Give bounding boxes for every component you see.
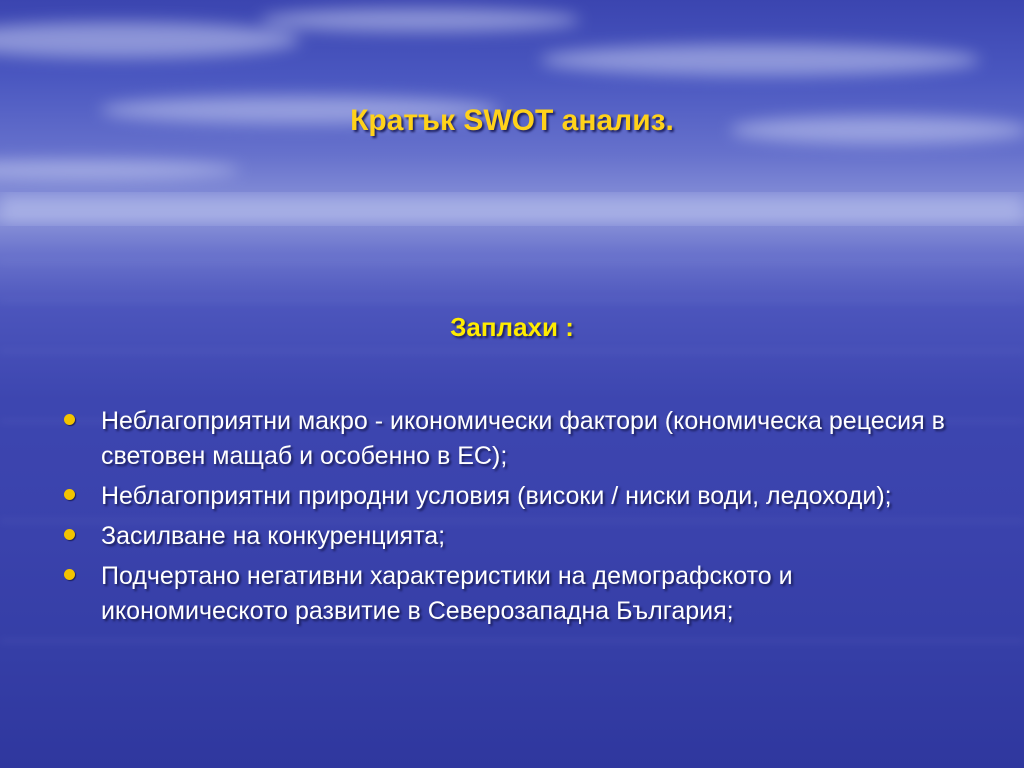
- bullet-marker-icon: [64, 569, 75, 580]
- bullet-item: [64, 479, 964, 514]
- bullet-list: [64, 404, 964, 634]
- bullet-text: Неблагоприятни макро - икономически фактори (кономическа рецесия в световен мащаб и особенно в ЕС);: [101, 407, 945, 470]
- bullet-marker-icon: [64, 489, 75, 500]
- bullet-text: Неблагоприятни природни условия (високи / ниски води, ледоходи);: [101, 482, 892, 510]
- bullet-item: [64, 559, 964, 629]
- bullet-item: [64, 404, 964, 474]
- bullet-item: [64, 519, 964, 554]
- bullet-marker-icon: [64, 414, 75, 425]
- slide-title: Кратък SWOT анализ.: [350, 104, 674, 137]
- section-heading-threats: Заплахи :: [450, 312, 574, 342]
- bullet-text: Подчертано негативни характеристики на демографското и икономическото развитие в Северозападна България;: [101, 562, 793, 625]
- bullet-text: Засилване на конкуренцията;: [101, 522, 446, 550]
- bullet-marker-icon: [64, 529, 75, 540]
